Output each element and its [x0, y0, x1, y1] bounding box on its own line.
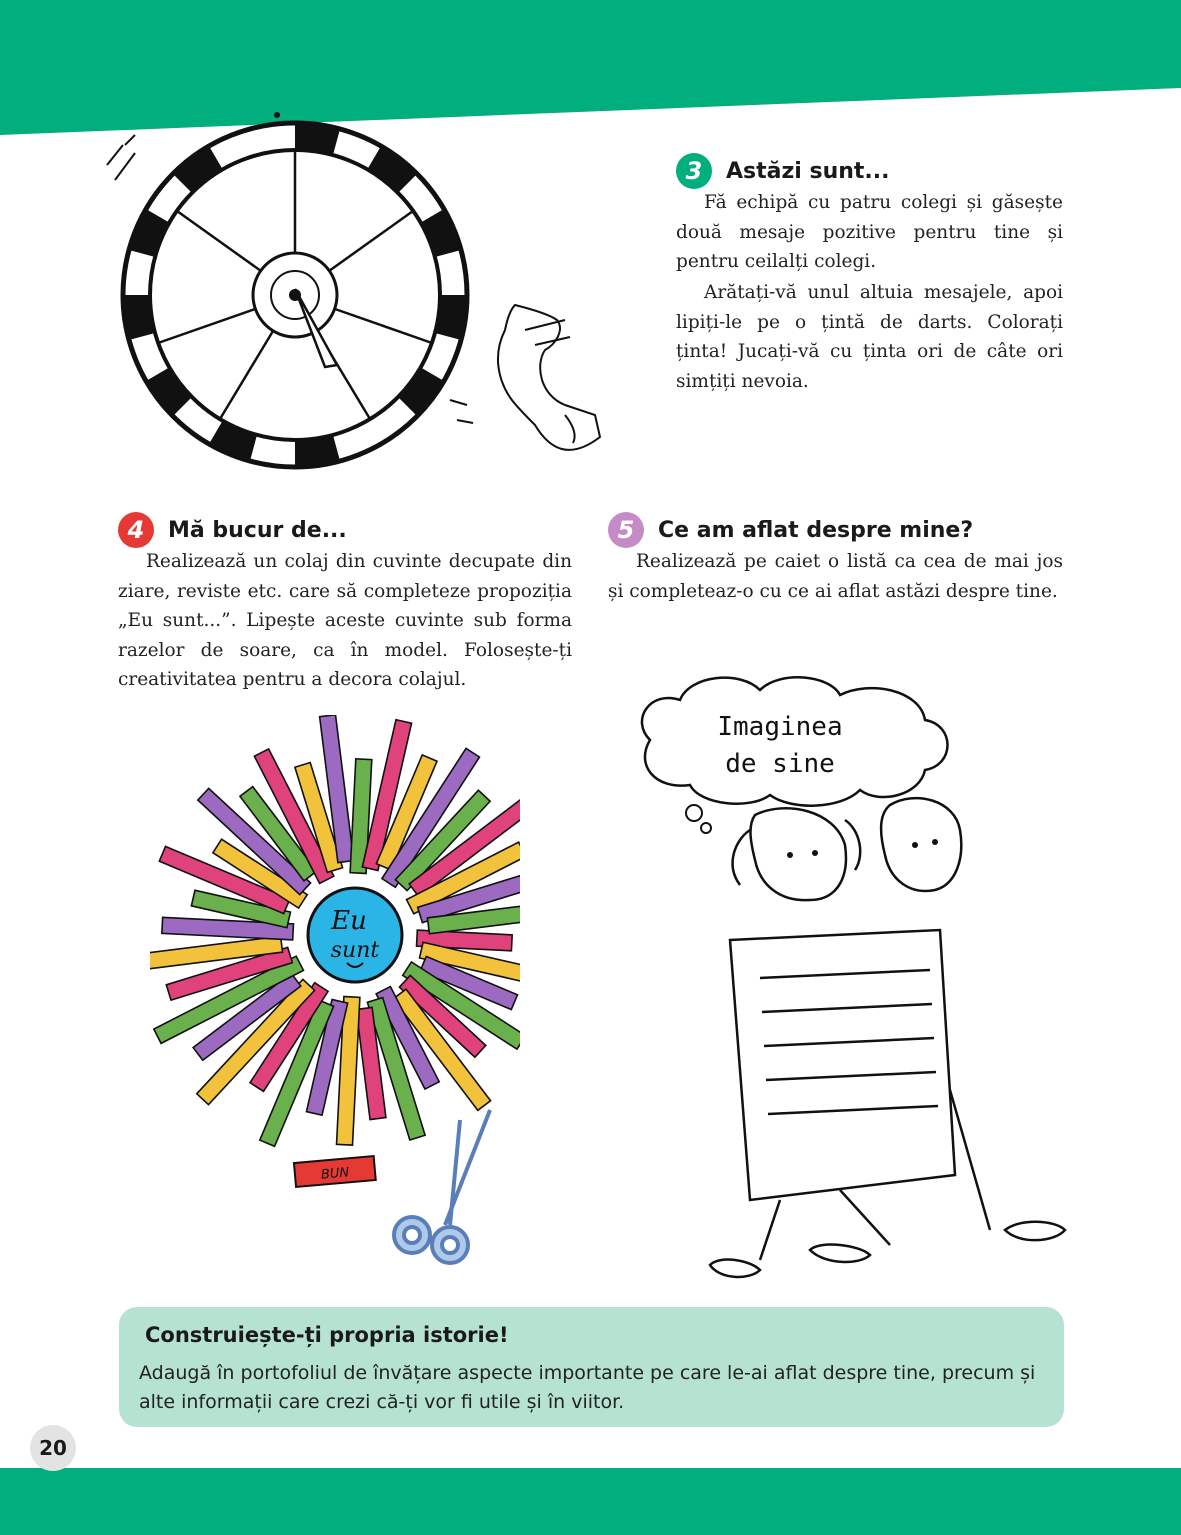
section-3-heading: [676, 153, 890, 189]
spin-wheel-illustration: [95, 105, 635, 475]
section-4-paragraph: [118, 547, 572, 695]
section-3-paragraph-2-text: Arătați-vă unul altuia mesajele, apoi lipiți-le pe o țintă de darts. Colorați ținta! Jucați-vă cu ținta ori de câte ori simțiți nevoia.: [676, 282, 1063, 392]
thought-bubble-line1: Imaginea: [717, 712, 843, 742]
section-5-paragraph-text: Realizează pe caiet o listă ca cea de mai jos și completeaz-o cu ce ai aflat astăzi despre tine.: [608, 551, 1063, 602]
section-4-paragraph-text: Realizează un colaj din cuvinte decupate din ziare, reviste etc. care să completeze propoziția „Eu sunt...”. Lipește aceste cuvinte sub forma razelor de soare, ca în model. Folosește-ți creativitatea pentru a decora colajul.: [118, 551, 572, 690]
section-4-title: Mă bucur de...: [168, 517, 347, 543]
section-3-paragraph-2: [676, 278, 1063, 396]
section-5-title: Ce am aflat despre mine?: [658, 517, 974, 543]
thought-bubble-line2: de sine: [725, 749, 835, 779]
section-3-paragraph-1-text: Fă echipă cu patru colegi și găsește două mesaje pozitive pentru tine și pentru ceilalți colegi.: [676, 192, 1063, 272]
info-box-text: Adaugă în portofoliul de învățare aspecte importante pe care le-ai aflat despre tine, precum și alte informații care crezi că-ți vor fi utile și în viitor.: [139, 1362, 1036, 1413]
section-4-heading: [118, 512, 347, 548]
portfolio-info-box: [119, 1307, 1064, 1427]
collage-strip-word: BUN: [320, 1165, 350, 1183]
section-3-paragraph-1: [676, 188, 1063, 277]
section-5-heading: [608, 512, 973, 548]
section-3-title: Astăzi sunt...: [726, 158, 890, 184]
bottom-footer-band: [0, 1468, 1181, 1535]
collage-center-line1: Eu: [331, 906, 367, 936]
section-4-number-badge: 4: [118, 512, 154, 548]
kids-with-board-illustration: [610, 670, 1080, 1300]
section-5-paragraph: [608, 547, 1063, 606]
info-box-title: Construiește-ți propria istorie!: [145, 1323, 509, 1347]
section-5-number-badge: 5: [608, 512, 644, 548]
word-collage-sun-illustration: [150, 715, 520, 1275]
page-number: 20: [30, 1425, 76, 1471]
section-3-number-badge: 3: [676, 153, 712, 189]
collage-center-line2: sunt: [330, 938, 380, 963]
